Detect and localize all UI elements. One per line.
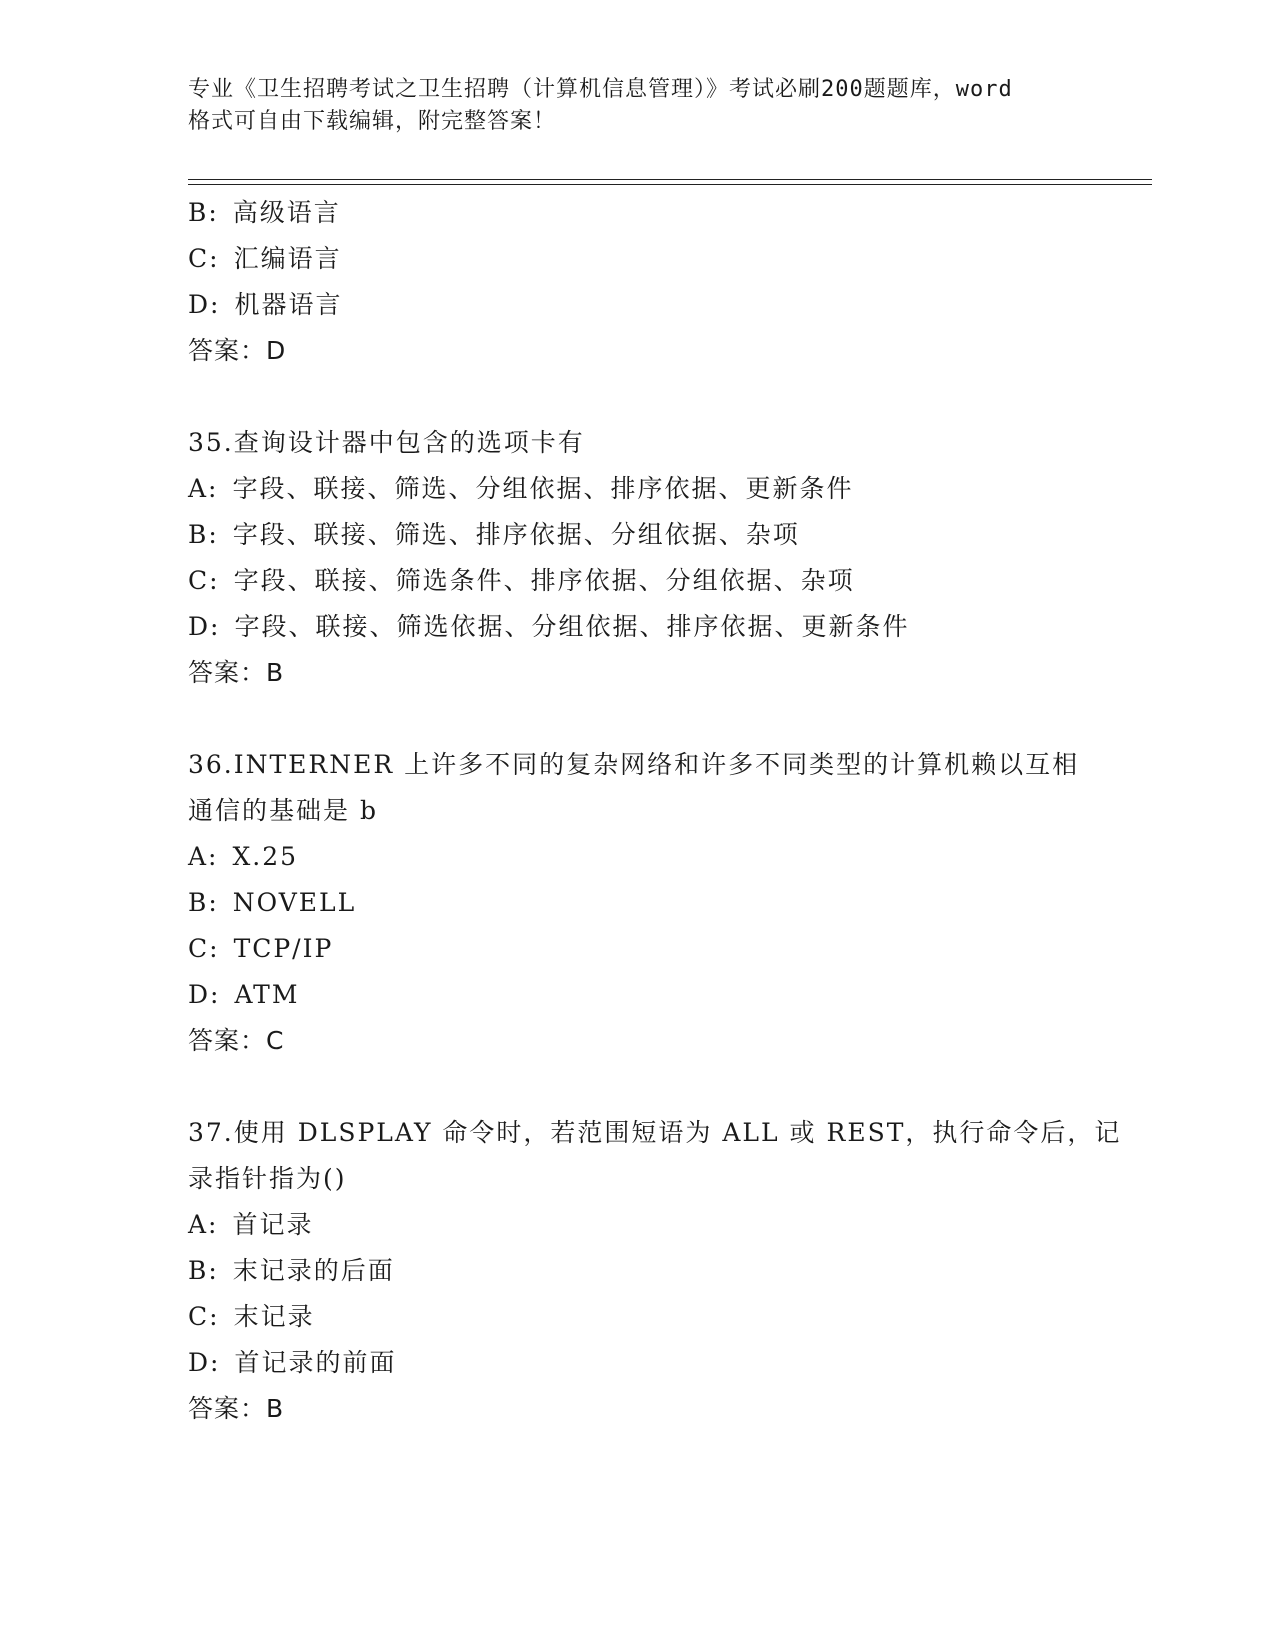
option-c: C: TCP/IP — [188, 934, 334, 963]
answer-line: 答案：C — [188, 1026, 285, 1055]
option-d: D: ATM — [188, 980, 300, 1009]
option-c: C: 末记录 — [188, 1302, 315, 1331]
spacer — [188, 374, 1088, 420]
header-line-2: 格式可自由下载编辑，附完整答案！ — [188, 109, 557, 134]
header-line-1: 专业《卫生招聘考试之卫生招聘（计算机信息管理）》考试必刷200题题库，word — [188, 77, 1013, 102]
option-a: A: 首记录 — [188, 1210, 314, 1239]
question-36 — [188, 742, 1088, 1064]
option-b: B: 高级语言 — [188, 198, 341, 227]
question-35 — [188, 420, 1088, 696]
question-title: 35.查询设计器中包含的选项卡有 — [188, 428, 585, 457]
option-a: A: X.25 — [188, 842, 299, 871]
option-c: C: 汇编语言 — [188, 244, 342, 273]
answer-line: 答案：B — [188, 1394, 285, 1423]
spacer — [188, 1064, 1088, 1110]
spacer — [188, 696, 1088, 742]
question-title-line-1: 37.使用 DLSPLAY 命令时，若范围短语为 ALL 或 REST，执行命令后，记 — [188, 1118, 1122, 1147]
option-d: D: 字段、联接、筛选依据、分组依据、排序依据、更新条件 — [188, 612, 910, 641]
option-b: B: NOVELL — [188, 888, 357, 917]
option-b: B: 末记录的后面 — [188, 1256, 395, 1285]
header-divider-top — [188, 179, 1152, 180]
answer-line: 答案：D — [188, 336, 287, 365]
question-title-line-2: 录指针指为() — [188, 1164, 347, 1193]
option-d: D: 首记录的前面 — [188, 1348, 397, 1377]
option-b: B: 字段、联接、筛选、排序依据、分组依据、杂项 — [188, 520, 800, 549]
option-c: C: 字段、联接、筛选条件、排序依据、分组依据、杂项 — [188, 566, 855, 595]
question-34-tail — [188, 190, 1088, 374]
answer-line: 答案：B — [188, 658, 285, 687]
header-divider-bottom — [188, 184, 1152, 185]
question-title-line-1: 36.INTERNER 上许多不同的复杂网络和许多不同类型的计算机赖以互相 — [188, 750, 1080, 779]
option-d: D: 机器语言 — [188, 290, 343, 319]
question-37 — [188, 1110, 1122, 1432]
document-header — [188, 74, 1088, 138]
question-list — [188, 190, 1122, 1432]
option-a: A: 字段、联接、筛选、分组依据、排序依据、更新条件 — [188, 474, 854, 503]
question-title-line-2: 通信的基础是 b — [188, 796, 378, 825]
